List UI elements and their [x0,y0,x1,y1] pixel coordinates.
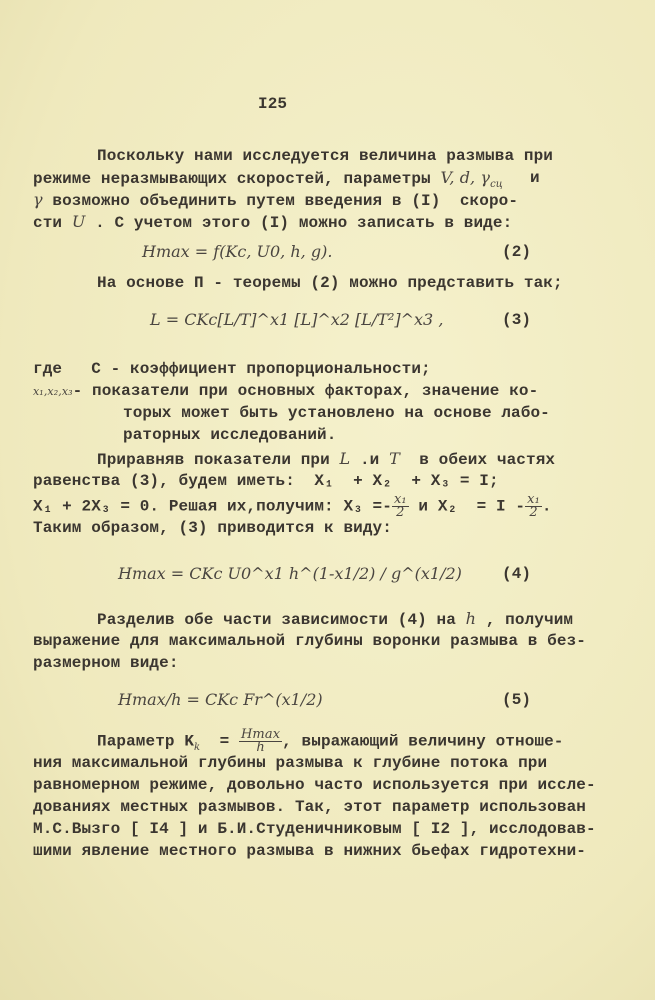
text-line: На основе П - теоремы (2) можно представить так; [97,274,563,292]
text-span: X₁ + 2X₃ = 0. Решая их,получим: X₃ =- [33,497,392,516]
text-span: и [530,169,540,187]
text-line: равенства (3), будем иметь: X₁ + X₂ + X₃ = I; [33,472,499,490]
text-line: Таким образом, (3) приводится к виду: [33,519,392,537]
equation-number: (4) [502,565,532,583]
text-line: шими явление местного размыва в нижних бьефах гидротехни- [33,842,586,860]
text-line: ния максимальной глубины размыва к глубине потока при [33,754,548,772]
text-span: Приравняв показатели при [97,451,340,469]
text-line: выражение для максимальной глубины воронки размыва в без- [33,632,586,650]
text-line: дованиях местных размывов. Так, этот параметр использован [33,798,586,816]
text-line: Поскольку нами исследуется величина размыва при [97,147,553,165]
fraction [525,494,542,519]
text-line [33,381,538,402]
fraction-denominator: h [256,740,265,755]
text-line: раторных исследований. [123,426,337,444]
text-span: . С учетом этого (I) можно записать в виде: [85,214,513,232]
math-inline: h [465,609,477,628]
text-span: и X₂ = I - [408,497,526,516]
math-inline: γ [33,190,43,209]
page-number: I25 [258,95,288,113]
text-span: в обеих частях [399,451,556,469]
text-line: торых может быть установлено на основе лабо- [123,404,550,422]
equation-number: (2) [502,243,532,261]
math-inline: V, d, γ [440,168,491,187]
text-span: Параметр K [97,732,195,751]
math-inline: U [71,212,86,231]
math-subscript: k [194,741,201,753]
equation-3: L = CKc[L/T]^x1 [L]^x2 [L/T²]^x3 , [150,310,444,329]
text-line [33,212,512,233]
text-span: возможно объединить путем введения в (I) скоро- [42,192,519,210]
text-line [33,168,503,189]
equation-2: Hmax = f(Kc, U0, h, g). [142,242,333,261]
text-span: , выражающий величину отноше- [282,732,564,751]
text-span: .и [350,451,390,469]
fraction-numerator: x₁ [527,492,540,507]
fraction-denominator: 2 [396,505,405,520]
text-span: , получим [476,611,574,629]
fraction [239,729,282,754]
text-span: сти [33,214,72,232]
equation-4: Hmax = CKc U0^x1 h^(1-x1/2) / g^(x1/2) [118,564,462,583]
text-line: где С - коэффициент пропорциональности; [33,360,431,378]
math-inline: T [389,449,400,468]
text-line [33,190,518,211]
equation-number: (5) [502,691,532,709]
fraction-numerator: Hmax [241,727,281,742]
fraction [392,494,409,519]
math-inline: L [339,449,351,468]
text-line [97,609,573,630]
text-span: = [200,732,239,751]
fraction-denominator: 2 [529,505,538,520]
text-line: размерном виде: [33,654,179,672]
fraction-numerator: x₁ [393,492,407,507]
text-span: режиме неразмывающих скоростей, параметры [33,170,431,188]
text-line: М.С.Вызго [ I4 ] и Б.И.Студеничниковым [ I2 ], исслодовав- [33,820,596,838]
text-line [97,729,564,754]
equation-5: Hmax/h = CKc Fr^(x1/2) [118,690,323,709]
math-inline: x₁,x₂,x₃ [33,385,73,398]
text-span: - показатели при основных факторах, значение ко- [72,382,539,400]
text-line [97,449,555,470]
math-subscript: сц [490,179,503,191]
equation-number: (3) [502,311,532,329]
text-line: X₁ + 2X₃ = 0. Решая их,получим: X₃ =- $\frac{\text{x₁}}{2}$ и X₂ = I - $\frac{\text{x₁}}{2}$ . [33,492,552,520]
text-line: равномерном режиме, довольно часто используется при иссле- [33,776,596,794]
text-span: Разделив обе части зависимости (4) на [97,611,466,629]
